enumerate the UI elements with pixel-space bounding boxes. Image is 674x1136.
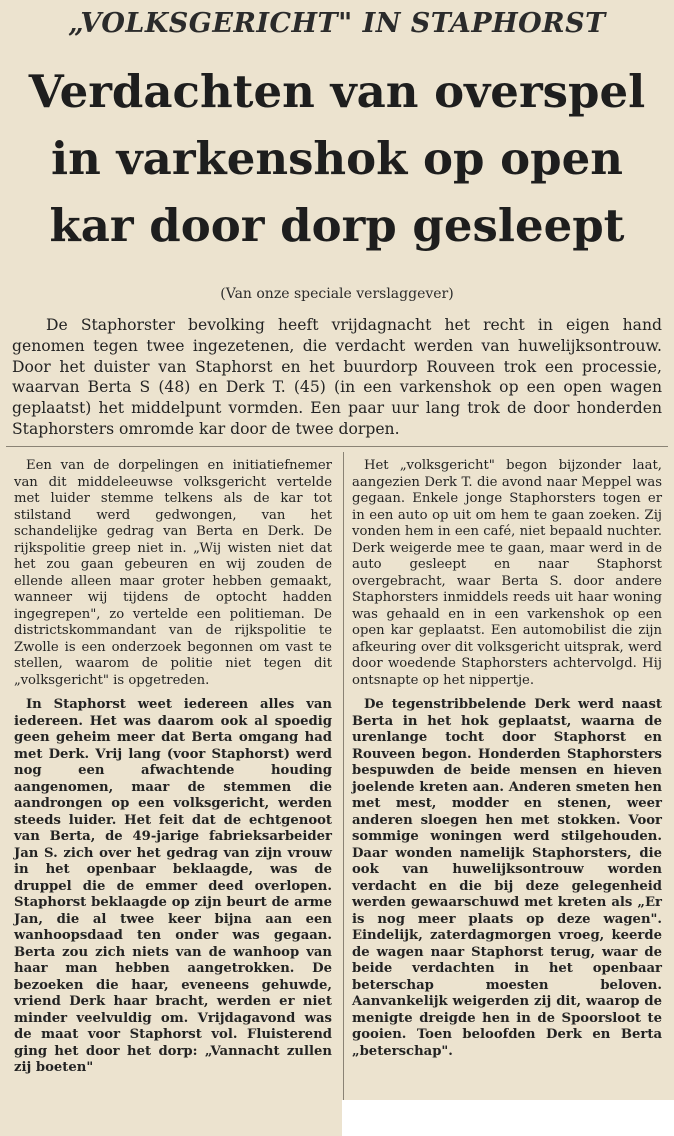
headline-line: in varkenshok op open bbox=[51, 132, 623, 185]
paragraph: Een van de dorpelingen en initiatiefnemer van dit middeleeuwse volksgericht vertelde met luider stemme telkens als de kar tot stilstand werd gedwongen, van het schandelijke gedrag van Berta en Derk. De rijkspolitie greep niet in. „Wij wisten niet dat het zou gaan gebeuren en wij zouden de ellende alleen maar groter hebben gemaakt, wanneer wij tijdens de optocht hadden ingegrepen", zo vertelde een politieman. De districtskommandant van de rijkspolitie te Zwolle is een onderzoek begonnen om vast te stellen, waarom de politie niet tegen dit „volksgericht" is opgetreden. bbox=[14, 458, 332, 688]
paragraph: Het „volksgericht" begon bijzonder laat, aangezien Derk T. die avond naar Meppel was gegaan. Enkele jonge Staphorsters togen er in een auto op uit om hem te gaan zoeken. Zij vonden hem in een café, niet bepaald nuchter. Derk weigerde mee te gaan, maar werd in de auto gesleept en naar Staphorst overgebracht, waar Berta S. door andere Staphorsters inmiddels reeds uit haar woning was gehaald en in een varkenshok op een open kar geplaatst. Een automobilist die zijn afkeuring over dit volksgericht uitsprak, werd door woedende Staphorsters achtervolgd. Hij ontsnapte op het nippertje. bbox=[352, 458, 662, 688]
left-column bbox=[14, 458, 332, 1077]
article-headline bbox=[0, 58, 674, 259]
headline-line: kar door dorp gesleept bbox=[49, 199, 625, 252]
horizontal-divider bbox=[6, 446, 668, 447]
article-intro: De Staphorster bevolking heeft vrijdagnacht het recht in eigen hand genomen tegen twee ingezetenen, die verdacht werden van huwelijksontrouw. Door het duister van Staphorst en het buurdorp Rouveen trok een processie, waarvan Berta S (48) en Derk T. (45) (in een varkenshok op een open wagen geplaatst) het middelpunt vormden. Een paar uur lang trok de door honderden Staphorsters omromde kar door de twee dorpen. bbox=[12, 316, 662, 438]
paragraph: In Staphorst weet iedereen alles van iedereen. Het was daarom ook al spoedig geen geheim meer dat Berta omgang had met Derk. Vrij lang (voor Staphorst) werd nog een afwachtende houding aangenomen, maar de stemmen die aandrongen op een volksgericht, werden steeds luider. Het feit dat de echtgenoot van Berta, de 49-jarige fabrieksarbeider Jan S. zich over het gedrag van zijn vrouw in het openbaar beklaagde, was de druppel die de emmer deed overlopen. Staphorst beklaagde op zijn beurt de arme Jan, die al twee keer bijna aan een wanhoopsdaad ten onder was gegaan. Berta zou zich niets van de wanhoop van haar man hebben aangetrokken. De bezoeken die haar, eveneens gehuwde, vriend Derk haar bracht, werden er niet minder veelvuldig om. Vrijdagavond was de maat voor Staphorst vol. Fluisterend ging het door het dorp: „Vannacht zullen zij boeten" bbox=[14, 697, 332, 1075]
headline-line: Verdachten van overspel bbox=[28, 65, 646, 118]
article-kicker: „VOLKSGERICHT" IN STAPHORST bbox=[68, 8, 606, 39]
article-byline: (Van onze speciale verslaggever) bbox=[220, 286, 454, 302]
right-column bbox=[352, 458, 662, 1060]
paragraph: De tegenstribbelende Derk werd naast Berta in het hok geplaatst, waarna de urenlange tocht door Staphorst en Rouveen begon. Honderden Staphorsters bespuwden de beide mensen en hieven joelende kreten aan. Anderen smeten hen met mest, modder en stenen, weer anderen sloegen hen met stokken. Voor sommige woningen werd stilgehouden. Daar wonden namelijk Staphorsters, die ook van huwelijksontrouw worden verdacht en die bij deze gelegenheid werden gewaarschuwd met kreten als „Er is nog meer plaats op deze wagen". Eindelijk, zaterdagmorgen vroeg, keerde de wagen naar Staphorst terug, waar de beide verdachten in het openbaar beterschap moesten beloven. Aanvankelijk weigerden zij dit, waarop de menigte dreigde hen in de Spoorsloot te gooien. Toen beloofden Derk en Berta „beterschap". bbox=[352, 697, 662, 1059]
column-divider bbox=[343, 452, 344, 1100]
blank-corner bbox=[342, 1100, 674, 1136]
